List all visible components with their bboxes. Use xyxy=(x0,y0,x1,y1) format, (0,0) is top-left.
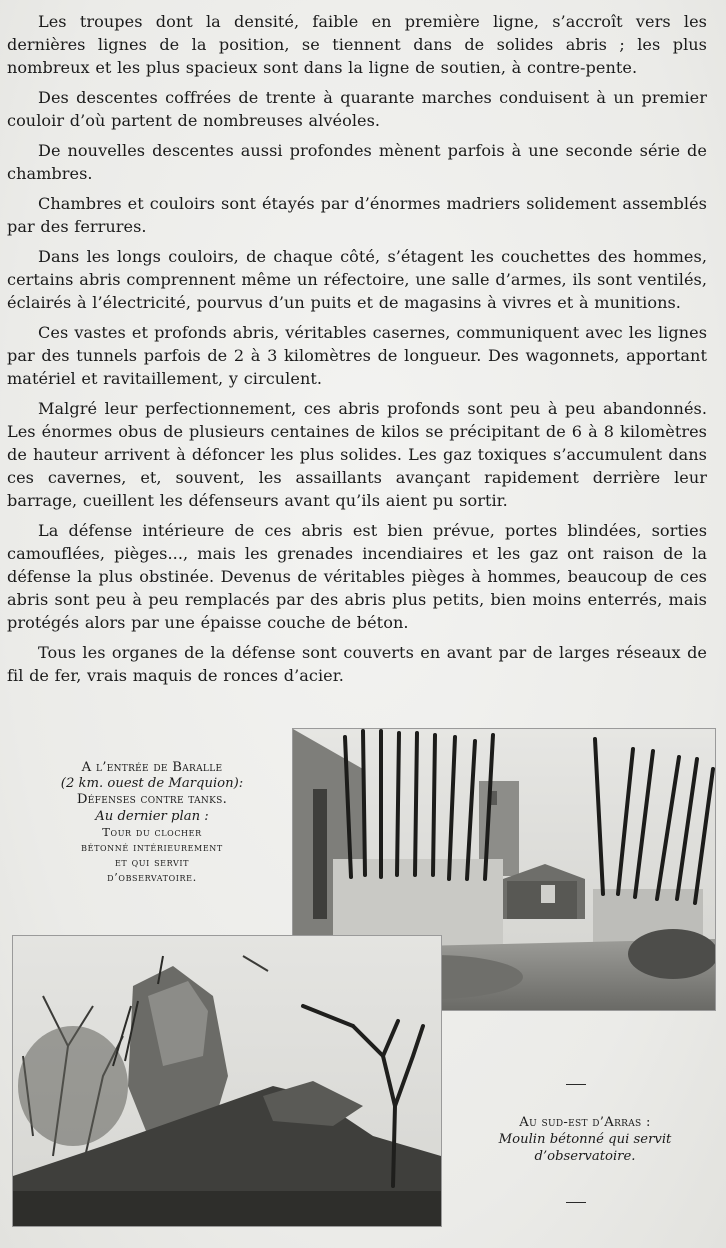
caption-line: Au dernier plan : xyxy=(95,808,209,824)
caption-arras xyxy=(455,1114,715,1165)
caption-line: d’observatoire. xyxy=(534,1149,636,1164)
caption-line: Au sud-est d’Arras : xyxy=(519,1115,651,1130)
caption-baralle xyxy=(22,760,282,885)
caption-line: et qui servit xyxy=(114,854,190,869)
caption-line: Moulin bétonné qui servit xyxy=(498,1132,672,1147)
paragraph: Malgré leur perfectionnement, ces abris profonds sont peu à peu abandonnés. Les énormes obus de plusieurs centaines de kilos se précipitant de 6 à 8 kilomètres de hauteur arrivent à défoncer les plus solides. Les gaz toxiques s’accumulent dans ces cavernes, et, souvent, les assaillants avançant rapidement derrière leur barrage, cueillent les défenseurs avant qu’ils aient pu sortir. xyxy=(7,399,707,510)
caption-line: Tour du clocher xyxy=(102,824,202,839)
divider-dash xyxy=(566,1084,586,1085)
caption-line: d’observatoire. xyxy=(107,869,197,884)
caption-line: bétonné intérieurement xyxy=(81,839,223,854)
paragraph: Les troupes dont la densité, faible en première ligne, s’accroît vers les dernières lignes de la position, se tiennent dans de solides abris ; les plus nombreux et les plus spacieux sont dans la ligne de soutien, à contre-pente. xyxy=(7,12,707,77)
paragraph: Ces vastes et profonds abris, véritables casernes, communiquent avec les lignes par des tunnels parfois de 2 à 3 kilomètres de longueur. Des wagonnets, apportant matériel et ravitaillement, y circulent. xyxy=(7,323,707,388)
photo-concrete-mill xyxy=(12,935,442,1227)
photo-concrete-mill-image xyxy=(13,936,441,1226)
caption-line: A l’entrée de Baralle xyxy=(81,760,223,775)
paragraph: De nouvelles descentes aussi profondes mènent parfois à une seconde série de chambres. xyxy=(7,141,707,183)
caption-line: Défenses contre tanks. xyxy=(76,792,228,808)
divider-dash xyxy=(566,1202,586,1203)
paragraph: Tous les organes de la défense sont couverts en avant par de larges réseaux de fil de fer, vrais maquis de ronces d’acier. xyxy=(7,643,707,685)
caption-line: (2 km. ouest de Marquion): xyxy=(60,776,244,792)
body-text xyxy=(7,10,707,694)
paragraph: Des descentes coffrées de trente à quarante marches conduisent à un premier couloir d’où partent de nombreuses alvéoles. xyxy=(7,88,707,130)
paragraph: Chambres et couloirs sont étayés par d’énormes madriers solidement assemblés par des ferrures. xyxy=(7,194,707,236)
paragraph: Dans les longs couloirs, de chaque côté, s’étagent les couchettes des hommes, certains abris comprennent même un réfectoire, une salle d’armes, ils sont ventilés, éclairés à l’électricité, pourvus d’un puits et de magasins à vivres et à munitions. xyxy=(7,247,707,312)
paragraph: La défense intérieure de ces abris est bien prévue, portes blindées, sorties camouflées, pièges..., mais les grenades incendiaires et les gaz ont raison de la défense la plus obstinée. Devenus de véritables pièges à hommes, beaucoup de ces abris sont peu à peu remplacés par des abris plus petits, bien moins enterrés, mais protégés alors par une épaisse couche de béton. xyxy=(7,521,707,632)
